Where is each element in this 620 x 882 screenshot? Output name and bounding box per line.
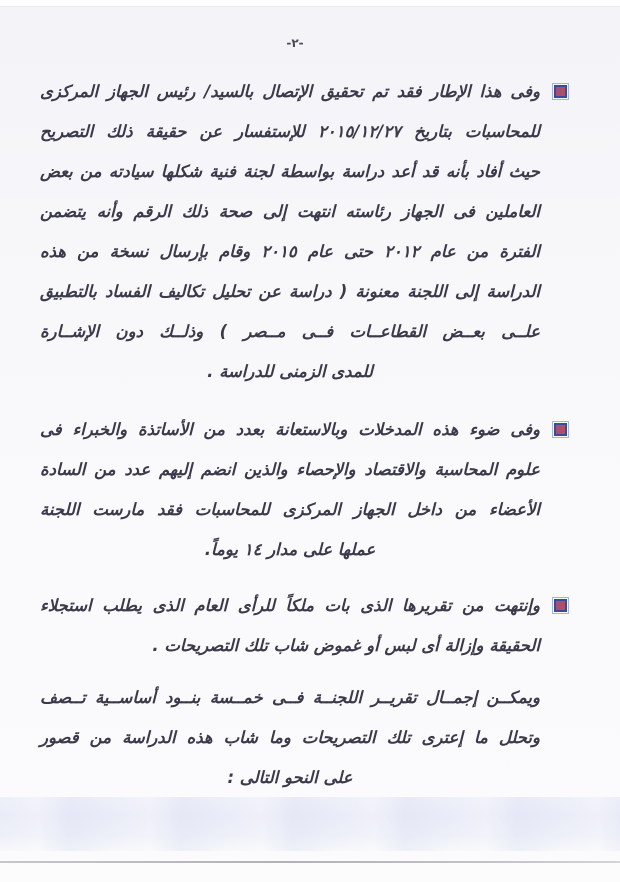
paragraph — [40, 586, 540, 666]
text-line: للمدى الزمنى للدراسة . — [207, 362, 373, 381]
scan-top-edge — [0, 0, 620, 7]
scan-artifact-band — [0, 797, 620, 851]
text-line: للمحاسبات بتاريخ ٢٠١٥/١٢/٢٧ للإستفسار عن حقيقة ذلك التصريح — [40, 122, 540, 141]
text-line: حيث أفاد بأنه قد أعد دراسة بواسطة لجنة فنية شكلها سيادته من بعض — [40, 162, 540, 181]
text-line: وفى هذا الإطار فقد تم تحقيق الإتصال بالسيد/ رئيس الجهاز المركزى — [40, 82, 540, 101]
text-line: الأعضاء من داخل الجهاز المركزى للمحاسبات فقد مارست اللجنة — [40, 500, 540, 519]
paragraph — [40, 72, 540, 392]
text-line: الحقيقة وإزالة أى لبس أو غموض شاب تلك التصريحات . — [152, 636, 540, 655]
text-line: علــى بعــض القطاعــات فــى مــصر ) وذلــك دون الإشــارة — [40, 322, 540, 341]
text-line: عملها على مدار ١٤ يوماً. — [204, 540, 376, 559]
document-body — [40, 72, 540, 798]
paragraph — [40, 410, 540, 570]
square-bullet-icon — [554, 85, 567, 98]
text-line: على النحو التالى : — [227, 768, 353, 787]
page-number: -٢- — [286, 36, 304, 50]
text-line: الدراسة إلى اللجنة معنونة ( دراسة عن تحليل تكاليف الفساد بالتطبيق — [40, 282, 540, 301]
text-line: العاملين فى الجهاز رئاسته انتهت إلى صحة ذلك الرقم وأنه يتضمن — [40, 202, 540, 221]
text-line: وتحلل ما إعترى تلك التصريحات وما شاب هذه الدراسة من قصور — [40, 728, 540, 747]
scan-bottom-margin — [0, 863, 620, 882]
text-line: ويمكــن إجمــال تقريــر اللجنــة فــى خمــسة بنــود أساســية تــصف — [40, 688, 540, 707]
text-line: الفترة من عام ٢٠١٢ حتى عام ٢٠١٥ وقام بإرسال نسخة من هذه — [40, 242, 540, 261]
paragraph — [40, 678, 540, 798]
square-bullet-icon — [554, 599, 567, 612]
text-line: علوم المحاسبة والاقتصاد والإحصاء والذين انضم إليهم عدد من السادة — [40, 460, 540, 479]
square-bullet-icon — [554, 423, 567, 436]
text-line: وفى ضوء هذه المدخلات وبالاستعانة بعدد من الأساتذة والخبراء فى — [40, 420, 540, 439]
text-line: وإنتهت من تقريرها الذى بات ملكاً للرأى العام الذى يطلب استجلاء — [40, 596, 540, 615]
